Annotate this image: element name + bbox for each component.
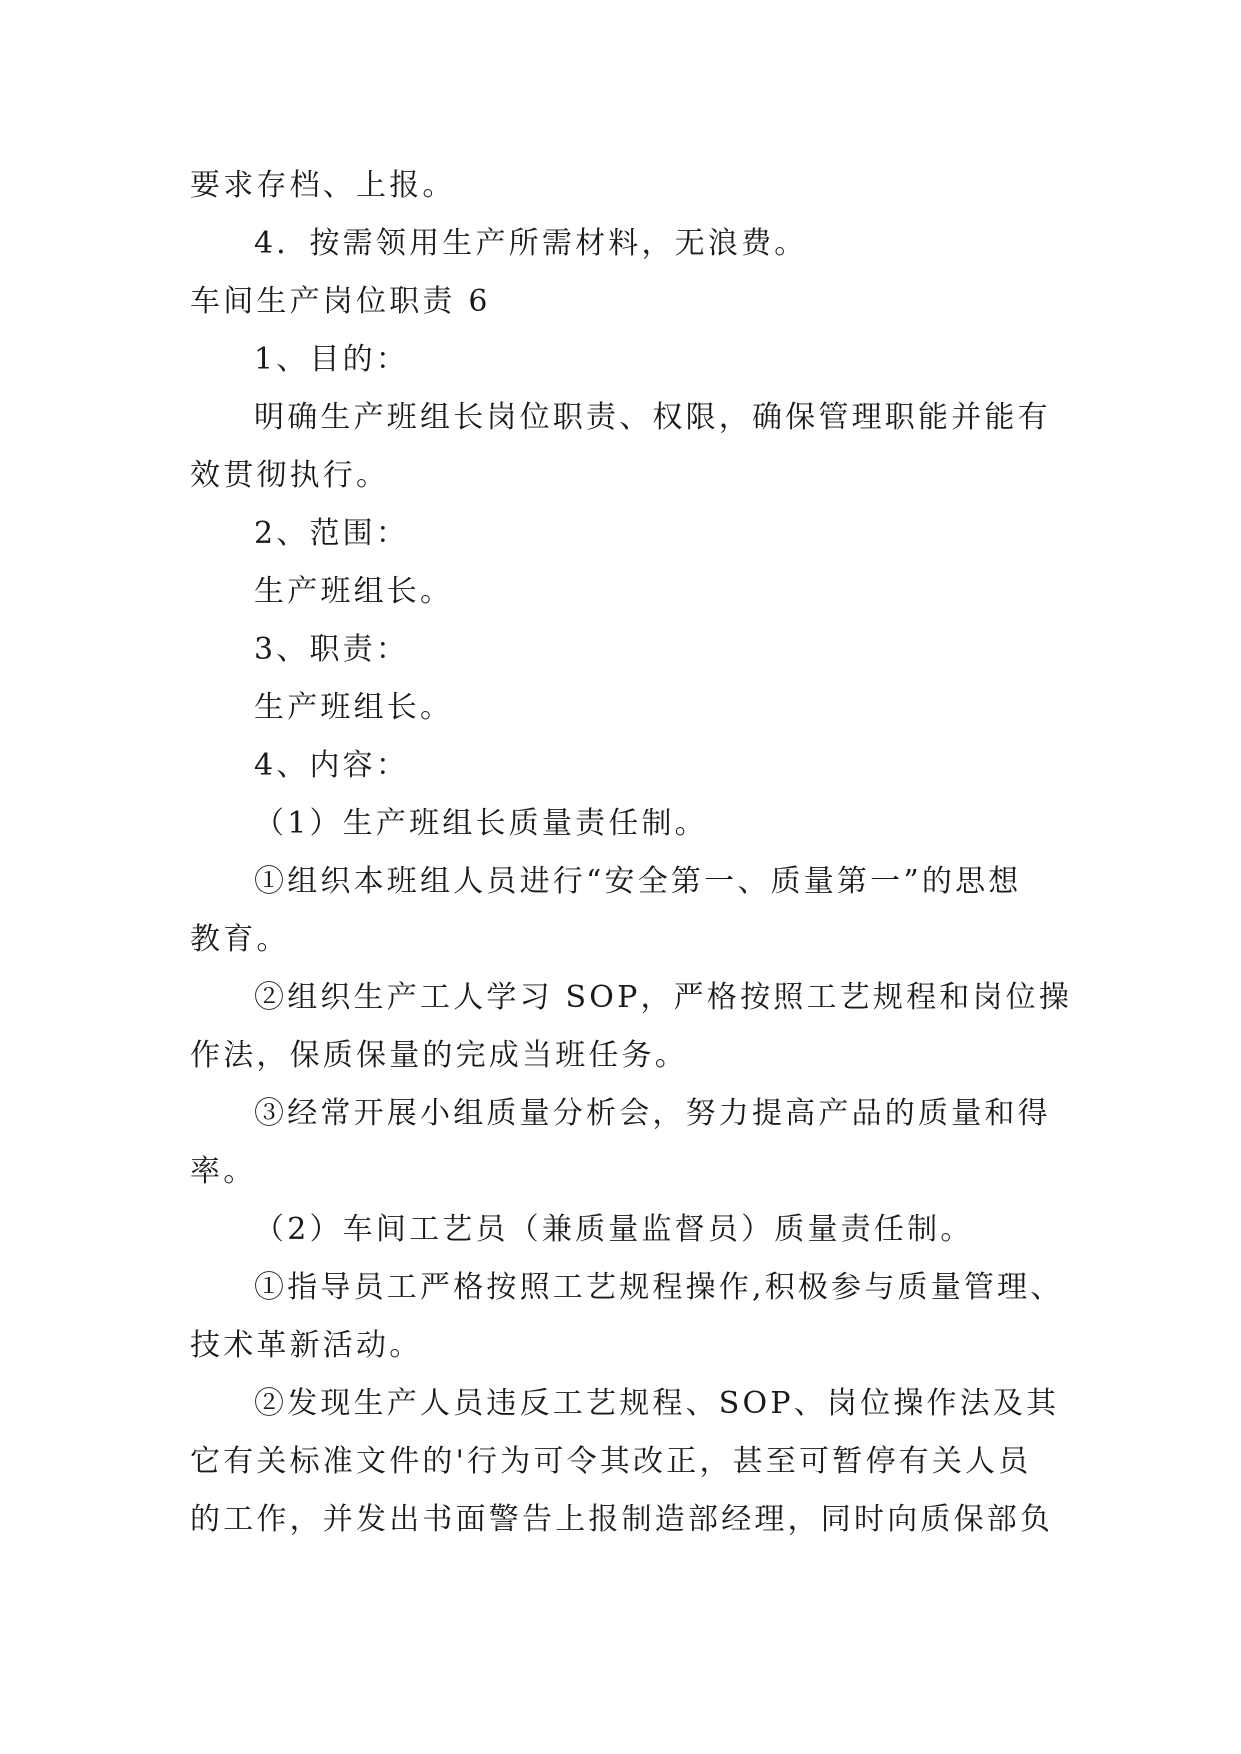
text-line: 技术革新活动。 [190,1328,423,1363]
text-line: 要求存档、上报。 [190,168,456,203]
text-line: 作法，保质保量的完成当班任务。 [190,1038,688,1073]
text-line: ③经常开展小组质量分析会，努力提高产品的质量和得 [254,1096,1051,1131]
text-line: ②发现生产人员违反工艺规程、SOP、岗位操作法及其 [254,1386,1060,1421]
text-line: ①组织本班组人员进行“安全第一、质量第一”的思想 [254,864,1022,899]
text-line: ②组织生产工人学习 SOP，严格按照工艺规程和岗位操 [254,980,1073,1015]
text-line: 3、职责： [254,632,410,667]
text-line: 生产班组长。 [254,690,454,725]
text-line: 1、目的： [254,342,410,377]
text-line: 的工作，并发出书面警告上报制造部经理，同时向质保部负 [190,1502,1054,1537]
text-line: （2）车间工艺员（兼质量监督员）质量责任制。 [254,1212,974,1247]
text-line: 2、范围： [254,516,410,551]
text-line: 效贯彻执行。 [190,458,390,493]
text-line: ①指导员工严格按照工艺规程操作,积极参与质量管理、 [254,1270,1064,1305]
text-line: （1）生产班组长质量责任制。 [254,806,708,841]
text-line: 生产班组长。 [254,574,454,609]
section-heading: 车间生产岗位职责 6 [190,284,491,319]
text-line: 4、内容： [254,748,410,783]
text-line: 率。 [190,1154,257,1189]
text-line: 4．按需领用生产所需材料，无浪费。 [254,226,808,261]
text-line: 它有关标准文件的'行为可令其改正，甚至可暂停有关人员 [190,1444,1032,1479]
text-line: 明确生产班组长岗位职责、权限，确保管理职能并能有 [254,400,1051,435]
text-line: 教育。 [190,922,290,957]
